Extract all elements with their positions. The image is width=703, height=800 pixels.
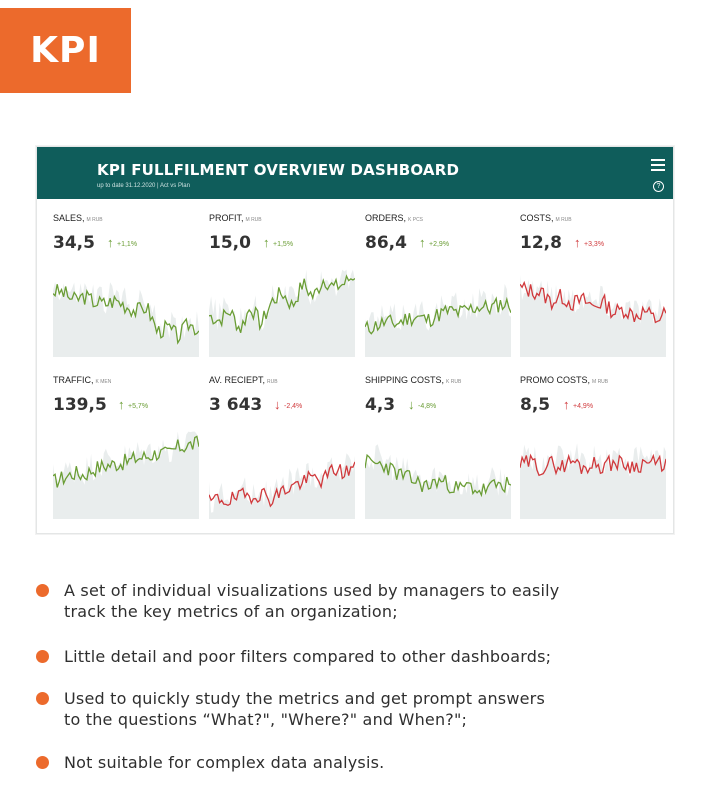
kpi-tile-label: AV. RECIEPT, [209,375,266,385]
kpi-tile-unit: RUB [267,379,278,385]
kpi-tile-delta: +1,5% [273,241,294,248]
kpi-tile-name [53,375,111,385]
kpi-tile-value: 34,5 [53,233,95,253]
bullet-line: track the key metrics of an organization; [64,602,398,621]
kpi-tile[interactable] [53,375,199,525]
kpi-tile[interactable] [209,375,355,525]
bullet-dot-icon [36,584,49,597]
kpi-tile-label: PROFIT, [209,213,244,223]
bullet-line: A set of individual visualizations used by managers to easily [64,581,560,600]
kpi-tile-value: 12,8 [520,233,562,253]
kpi-tile-label: SHIPPING COSTS, [365,375,445,385]
kpi-tile-value: 139,5 [53,395,107,415]
kpi-tile[interactable] [365,213,511,363]
help-circle-icon[interactable]: ? [653,181,664,192]
arrow-up-icon: ↑ [107,235,114,250]
dashboard-title: KPI FULLFILMENT OVERVIEW DASHBOARD [97,161,460,179]
kpi-tile-label: TRAFFIC, [53,375,94,385]
dashboard-preview [36,146,674,534]
kpi-tile-value: 15,0 [209,233,251,253]
kpi-tile-label: SALES, [53,213,85,223]
kpi-tile[interactable] [53,213,199,363]
kpi-sparkline [520,427,666,519]
kpi-sparkline [520,265,666,357]
bullet-line: Not suitable for complex data analysis. [64,753,385,772]
dashboard-subtitle: up to date 31.12.2020 | Act vs Plan [97,183,190,189]
kpi-tile-unit: K MEN [95,379,112,385]
bullet-line: Little detail and poor filters compared to other dashboards; [64,647,552,666]
dashboard-header [37,147,673,199]
arrow-up-icon: ↑ [419,235,426,250]
kpi-tile-delta: +3,3% [584,241,605,248]
arrow-down-icon: ↓ [408,397,415,412]
kpi-sparkline [365,427,511,519]
kpi-tile-delta: +4,9% [573,403,594,410]
kpi-plan-area [520,275,666,357]
arrow-up-icon: ↑ [118,397,125,412]
kpi-tile-delta: -2,4% [284,403,303,410]
arrow-up-icon: ↑ [263,235,270,250]
bullet-dot-icon [36,692,49,705]
kpi-tile-name [520,375,608,385]
kpi-tile-value: 86,4 [365,233,407,253]
kpi-sparkline [53,265,199,357]
hamburger-icon[interactable] [651,159,665,171]
kpi-tile-unit: M RUB [592,379,609,385]
kpi-tile[interactable] [520,375,666,525]
bullet-dot-icon [36,756,49,769]
kpi-tile-unit: M RUB [245,217,262,223]
bullet-line: Used to quickly study the metrics and get prompt answers [64,689,545,708]
bullet-dot-icon [36,650,49,663]
kpi-tile-name [365,375,461,385]
arrow-down-icon: ↓ [274,397,281,412]
kpi-tile-label: PROMO COSTS, [520,375,591,385]
bullet-text [64,752,664,773]
arrow-up-icon: ↑ [563,397,570,412]
kpi-plan-area [209,453,355,519]
kpi-tile[interactable] [520,213,666,363]
kpi-tile-delta: +1,1% [117,241,138,248]
bullet-text [64,688,664,730]
kpi-tile[interactable] [365,375,511,525]
kpi-tile[interactable] [209,213,355,363]
kpi-tile-name [365,213,423,223]
kpi-tile-delta: +5,7% [128,403,149,410]
kpi-tile-name [209,213,262,223]
kpi-sparkline [53,427,199,519]
kpi-tile-unit: K RUB [446,379,462,385]
kpi-tile-name [520,213,572,223]
kpi-tile-label: ORDERS, [365,213,407,223]
kpi-tile-unit: M RUB [555,217,572,223]
kpi-sparkline [209,265,355,357]
kpi-tile-unit: K PCS [408,217,424,223]
kpi-tile-value: 8,5 [520,395,551,415]
kpi-tile-unit: M RUB [86,217,103,223]
kpi-plan-area [365,284,511,357]
arrow-up-icon: ↑ [574,235,581,250]
kpi-plan-area [520,443,666,519]
kpi-tile-name [209,375,278,385]
kpi-badge: KPI [0,8,131,93]
bullet-text [64,580,664,622]
bullet-line: to the questions “What?", "Where?" and When?"; [64,710,468,729]
kpi-tile-name [53,213,103,223]
kpi-tile-value: 4,3 [365,395,396,415]
kpi-tile-value: 3 643 [209,395,263,415]
kpi-sparkline [365,265,511,357]
kpi-tile-label: COSTS, [520,213,554,223]
bullet-text [64,646,664,667]
kpi-tile-delta: +2,9% [429,241,450,248]
kpi-sparkline [209,427,355,519]
kpi-tile-delta: -4,8% [418,403,437,410]
